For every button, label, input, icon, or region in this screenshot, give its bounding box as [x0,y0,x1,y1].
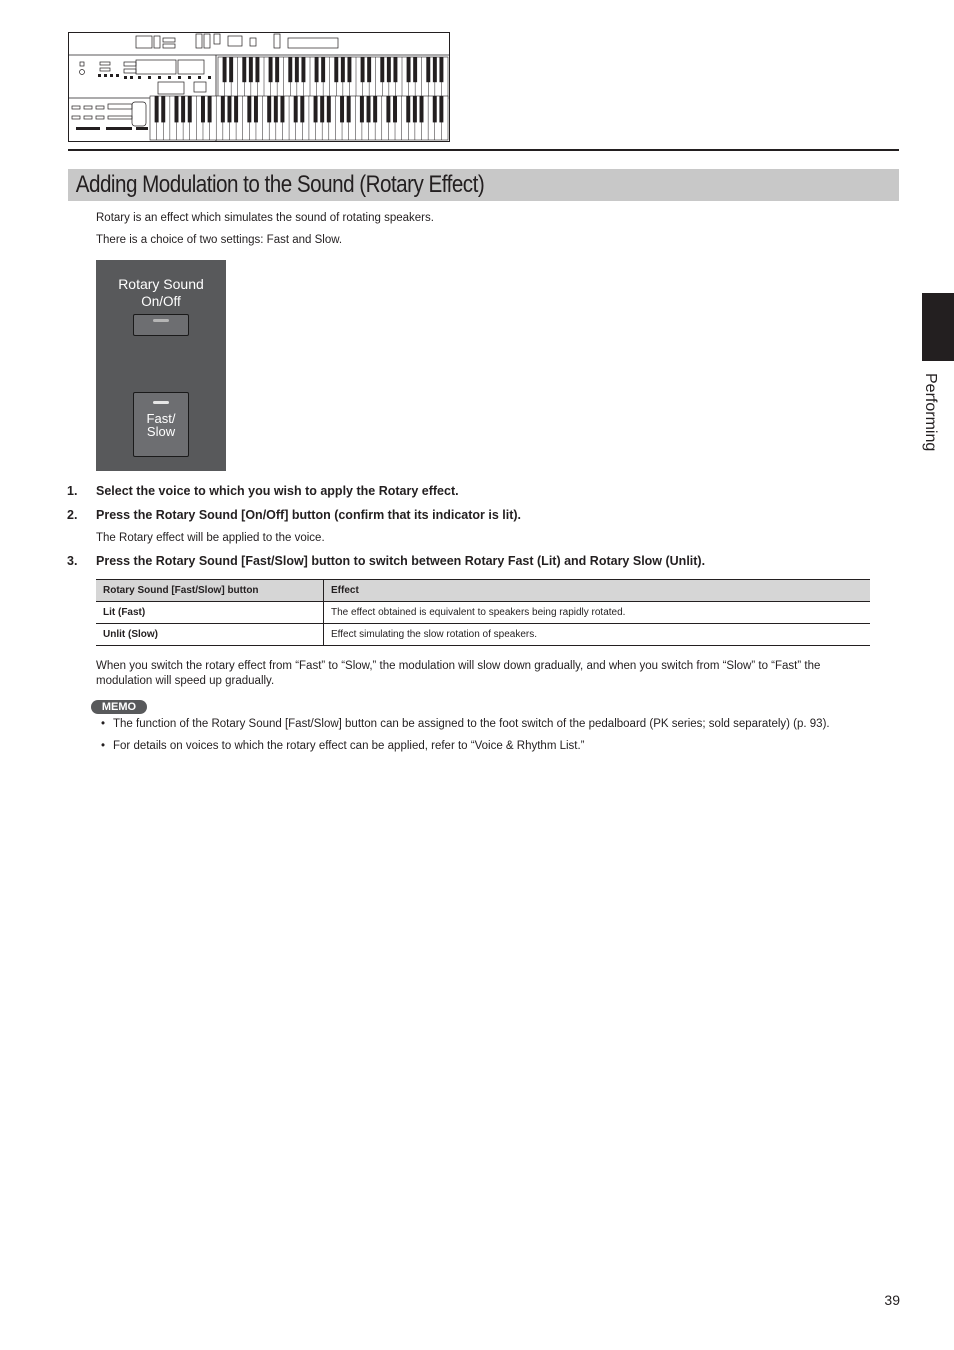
black-key [288,57,292,82]
black-key [161,96,165,122]
black-key [413,96,417,122]
step-number: 1. [67,484,78,498]
black-key [201,96,205,122]
on-off-button-graphic [133,314,189,336]
black-key [439,57,443,82]
table-cell: Lit (Fast) [96,602,324,624]
black-key [227,96,231,122]
black-key [327,96,331,122]
black-key [373,96,377,122]
table-cell: Effect simulating the slow rotation of speakers. [324,624,871,646]
black-key [255,57,259,82]
black-key [380,57,384,82]
body-paragraph: modulation will speed up gradually. [96,675,275,687]
section-title: Adding Modulation to the Sound (Rotary Effect) [75,171,485,198]
black-key [229,57,233,82]
step-text: Press the Rotary Sound [On/Off] button (confirm that its indicator is lit). [96,508,522,522]
black-key [155,96,159,122]
black-key [386,96,390,122]
black-key [393,96,397,122]
black-key [347,57,351,82]
black-key [360,96,364,122]
black-key [188,96,192,122]
black-key [367,57,371,82]
black-key [315,57,319,82]
black-key [407,57,411,82]
black-key [367,96,371,122]
black-key [420,96,424,122]
table-row [96,624,870,646]
black-key [361,57,365,82]
column-header: Rotary Sound [Fast/Slow] button [96,580,324,602]
step-note: The Rotary effect will be applied to the voice. [96,532,325,544]
panel-subtitle: On/Off [141,294,181,309]
step-3 [67,554,705,568]
step-number: 2. [67,508,78,522]
organ-panel-illustration [68,32,450,142]
black-key [393,57,397,82]
black-key [254,96,258,122]
black-key [234,96,238,122]
indicator-led [153,401,169,404]
body-paragraph: When you switch the rotary effect from “Fast” to “Slow,” the modulation will slow down gradually, and when you switch from “Slow” to “Fast” the [96,660,821,672]
step-2 [67,508,521,522]
rotary-effect-table [96,579,870,646]
black-key [181,96,185,122]
fast-slow-button-graphic [133,392,189,457]
fast-slow-label: Fast/ [146,411,176,426]
black-key [341,57,345,82]
step-text: Select the voice to which you wish to apply the Rotary effect. [96,484,459,498]
black-key [413,57,417,82]
black-key [208,96,212,122]
memo-bullet [101,740,585,752]
header-rule [68,149,899,151]
memo-text: For details on voices to which the rotary effect can be applied, refer to “Voice & Rhythm List.” [113,740,585,752]
black-key [267,96,271,122]
step-number: 3. [67,554,78,568]
black-key [223,57,227,82]
memo-bullet [101,718,830,730]
black-key [406,96,410,122]
bullet-icon: • [101,740,106,752]
memo-text: The function of the Rotary Sound [Fast/Slow] button can be assigned to the foot switch of the pedalboard (PK series; sold separately) (p. 93). [113,718,830,730]
chapter-tab [922,293,954,361]
black-key [175,96,179,122]
black-key [433,57,437,82]
black-key [249,57,253,82]
black-key [295,57,299,82]
black-key [280,96,284,122]
black-key [387,57,391,82]
intro-paragraph: Rotary is an effect which simulates the sound of rotating speakers. [96,212,434,224]
page-number: 39 [884,1292,900,1308]
column-header: Effect [324,580,871,602]
indicator-led [153,319,169,322]
black-key [433,96,437,122]
section-heading-bar [68,169,899,201]
black-key [269,57,273,82]
black-key [301,57,305,82]
black-key [347,96,351,122]
bullet-icon: • [101,718,106,730]
black-key [321,57,325,82]
panel-title: Rotary Sound [118,276,204,292]
chapter-label: Performing [922,373,939,452]
black-key [426,57,430,82]
black-key [247,96,251,122]
black-key [242,57,246,82]
black-key [320,96,324,122]
black-key [300,96,304,122]
memo-badge: MEMO [91,700,147,714]
black-key [274,96,278,122]
table-header-row [96,580,870,602]
black-key [294,96,298,122]
black-key [221,96,225,122]
black-key [334,57,338,82]
intro-paragraph: There is a choice of two settings: Fast and Slow. [96,234,343,246]
fast-slow-label: Slow [146,424,176,439]
table-cell: Unlit (Slow) [96,624,324,646]
black-key [314,96,318,122]
table-cell: The effect obtained is equivalent to speakers being rapidly rotated. [324,602,871,624]
step-text: Press the Rotary Sound [Fast/Slow] button to switch between Rotary Fast (Lit) and Rotary Slow (Unlit). [96,554,706,568]
step-1 [67,484,459,498]
table-row [96,602,870,624]
black-key [275,57,279,82]
black-key [340,96,344,122]
rotary-sound-panel-image [96,260,226,471]
black-key [439,96,443,122]
